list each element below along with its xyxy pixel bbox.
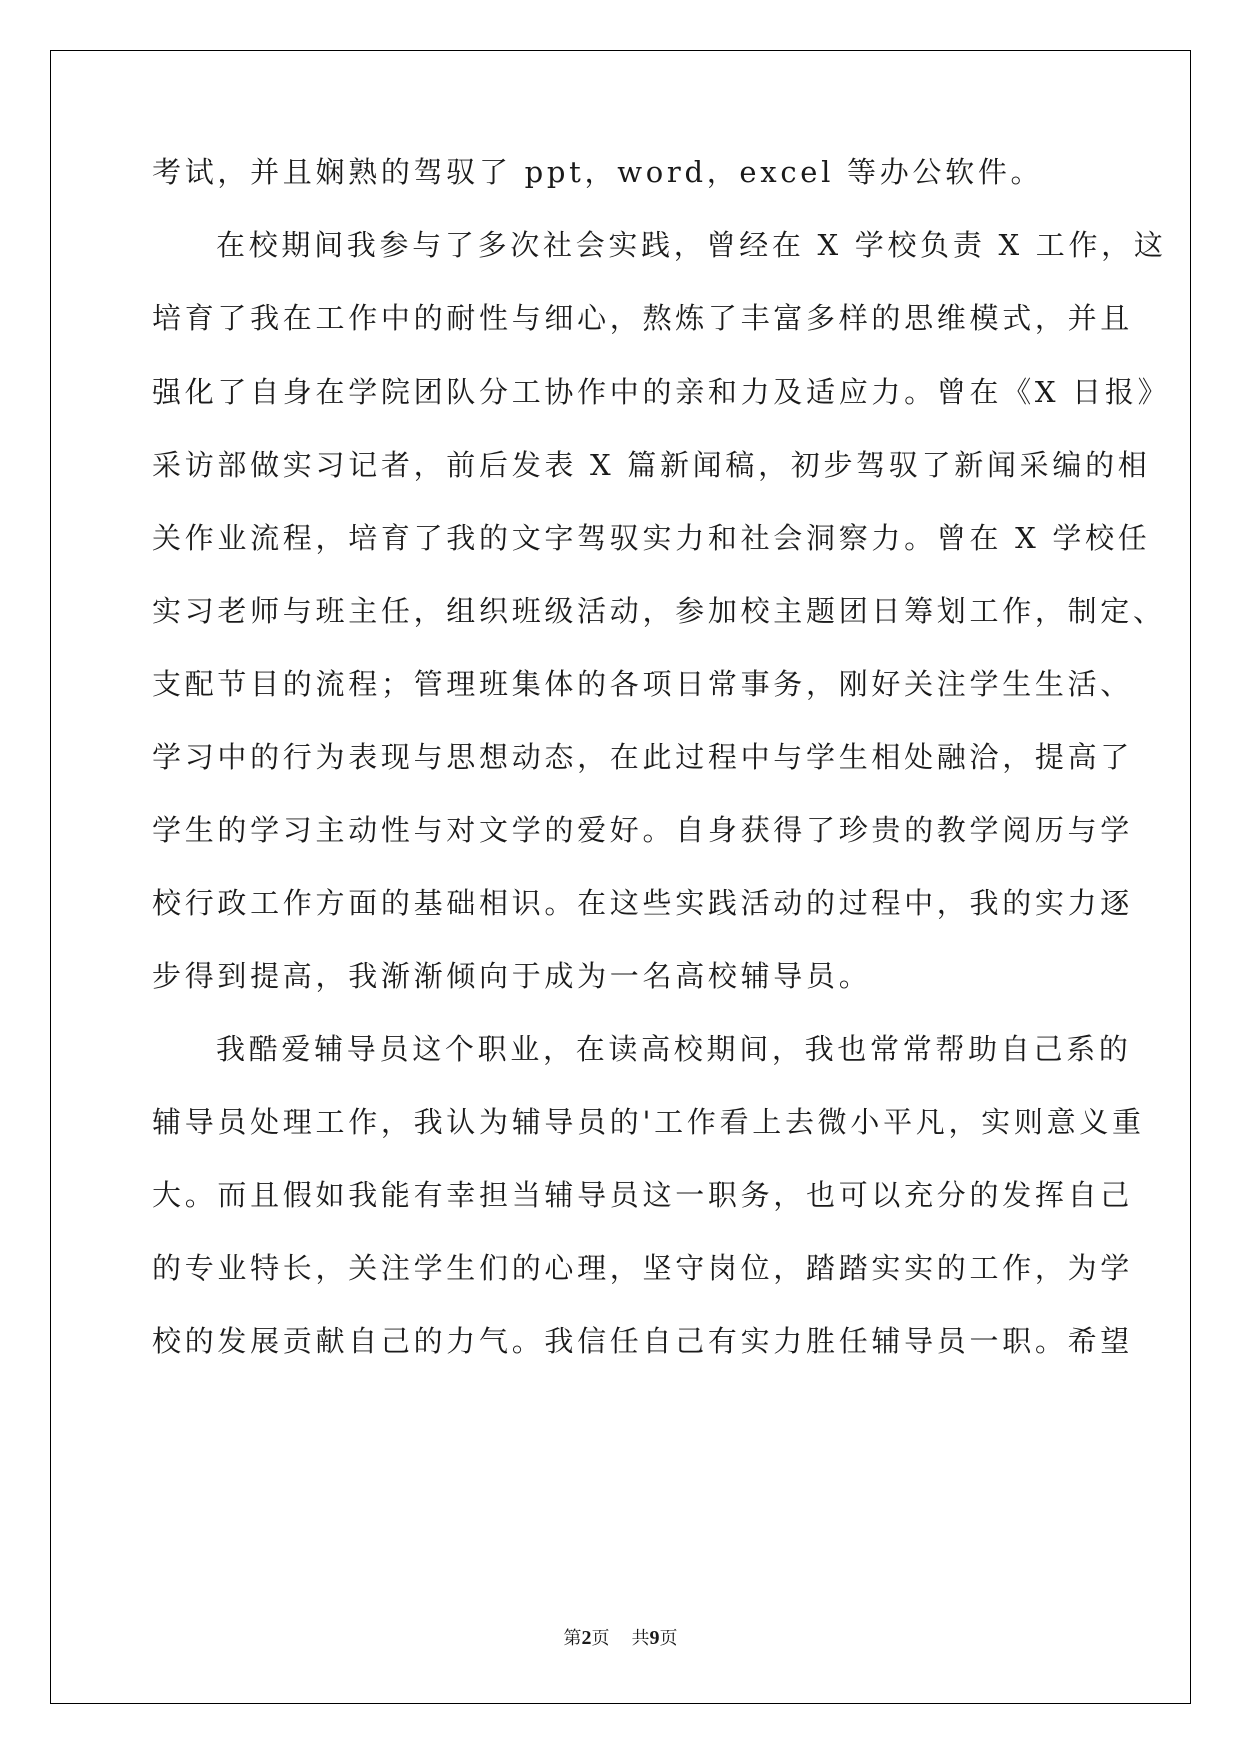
text-line: 学生的学习主动性与对文学的爱好。自身获得了珍贵的教学阅历与学 [152, 813, 1134, 847]
text-line: 校行政工作方面的基础相识。在这些实践活动的过程中，我的实力逐 [152, 886, 1134, 920]
text-line: 实习老师与班主任，组织班级活动，参加校主题团日筹划工作，制定、 [152, 594, 1166, 628]
text-line: 的专业特长，关注学生们的心理，坚守岗位，踏踏实实的工作，为学 [152, 1251, 1134, 1285]
page-label-suffix: 页 [591, 1628, 610, 1649]
text-line: 步得到提高，我渐渐倾向于成为一名高校辅导员。 [152, 959, 872, 993]
text-line: 学习中的行为表现与思想动态，在此过程中与学生相处融洽，提高了 [152, 740, 1134, 774]
total-label-suffix: 页 [659, 1628, 678, 1649]
text-line: 大。而且假如我能有幸担当辅导员这一职务，也可以充分的发挥自己 [152, 1178, 1134, 1212]
page-number: 2 [581, 1627, 592, 1649]
text-line: 辅导员处理工作，我认为辅导员的'工作看上去微小平凡，实则意义重 [152, 1105, 1145, 1139]
text-line: 培育了我在工作中的耐性与细心，熬炼了丰富多样的思维模式，并且 [152, 301, 1134, 335]
text-line: 采访部做实习记者，前后发表 X 篇新闻稿，初步驾驭了新闻采编的相 [152, 448, 1151, 482]
page-footer [0, 1626, 1241, 1651]
text-line: 在校期间我参与了多次社会实践，曾经在 X 学校负责 X 工作，这 [216, 228, 1167, 262]
text-line: 校的发展贡献自己的力气。我信任自己有实力胜任辅导员一职。希望 [152, 1324, 1134, 1358]
page-label-prefix: 第 [563, 1628, 582, 1649]
text-line: 关作业流程，培育了我的文字驾驭实力和社会洞察力。曾在 X 学校任 [152, 521, 1151, 555]
text-line: 支配节目的流程；管理班集体的各项日常事务，刚好关注学生生活、 [152, 667, 1134, 701]
total-label-prefix: 共 [631, 1628, 650, 1649]
text-line: 考试，并且娴熟的驾驭了 ppt，word，excel 等办公软件。 [152, 155, 1044, 189]
text-line: 我酷爱辅导员这个职业，在读高校期间，我也常常帮助自己系的 [216, 1032, 1132, 1066]
total-pages: 9 [649, 1627, 660, 1649]
text-line: 强化了自身在学院团队分工协作中的亲和力及适应力。曾在《X 日报》 [152, 375, 1171, 409]
